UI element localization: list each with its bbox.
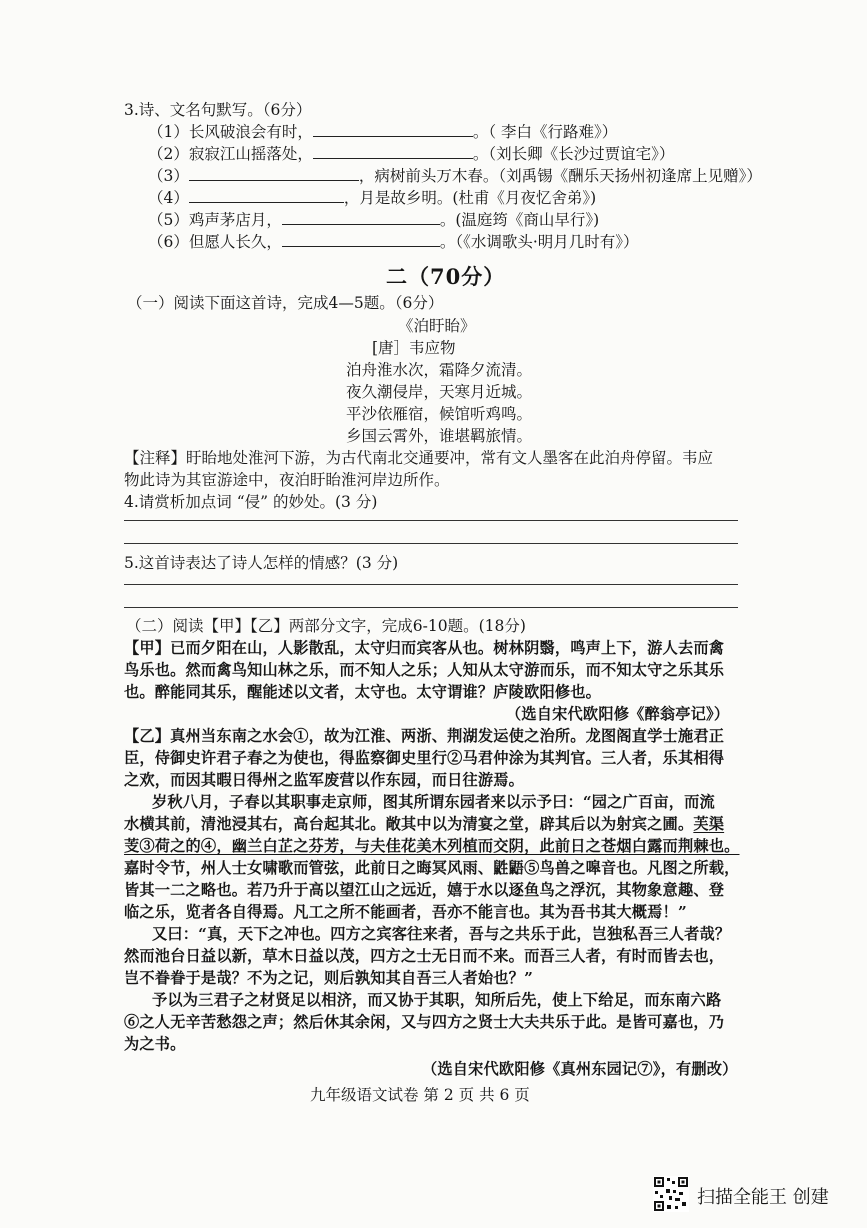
answer-blank[interactable] — [282, 232, 440, 247]
answer-line[interactable] — [124, 607, 738, 608]
section-heading: 二（70分） — [386, 264, 506, 289]
jia-line: 【甲】已而夕阳在山，人影散乱，太守归而宾客从也。树林阴翳，鸣声上下，游人去而禽 — [124, 639, 725, 657]
yi-line: 之欢，而因其暇日得州之监军废营以作东园，而日往游焉。 — [124, 771, 525, 789]
poem-title: 《泊盱眙》 — [398, 317, 476, 335]
poem-line: 乡国云霄外，谁堪羁旅情。 — [346, 427, 533, 445]
poem-line: 夜久潮侵岸，天寒月近城。 — [346, 383, 533, 401]
yi-line: 临之乐，览者各自得焉。凡工之所不能画者，吾亦不能言也。其为吾书其大概焉！” — [124, 903, 687, 921]
part1-instruction: （一）阅读下面这首诗，完成4—5题。（6分） — [127, 294, 444, 312]
q3-title: 3.诗、文名句默写。（6分） — [124, 101, 312, 119]
yi-line: ⑥之人无辛苦愁怨之声；然后休其余闲，又与四方之贤士大夫共乐于此。是皆可嘉也，乃 — [124, 1013, 725, 1031]
q3-item-6: （6）但愿人长久， 。（《水调歌头·明月几时有》） — [148, 233, 639, 251]
answer-line[interactable] — [124, 520, 738, 521]
underlined-sentence: 芰③荷之的④，幽兰白芷之芬芳，与夫佳花美木列植而交阴，此前日之苍烟白露而荆棘也。 — [124, 837, 740, 855]
yi-line: 又曰：“真，天下之冲也。四方之宾客往来者，吾与之共乐于此，岂独私吾三人者哉？ — [152, 925, 731, 943]
jia-source: （选自宋代欧阳修《醉翁亭记》） — [506, 705, 730, 723]
answer-blank[interactable] — [313, 122, 473, 137]
underlined-sentence: 芙渠 — [693, 815, 725, 833]
yi-line: 臣，侍御史许君子春之为使也，得监察御史里行②马君仲涂为其判官。三人者，乐其相得 — [124, 749, 725, 767]
answer-line[interactable] — [124, 543, 738, 544]
q3-item-1: （1）长风破浪会有时， 。（ 李白《行路难》） — [148, 123, 618, 141]
question-4: 4.请赏析加点词 “侵” 的妙处。(3 分) — [124, 493, 378, 511]
yi-line: 然而池台日益以新，草木日益以茂，四方之士无日而不来。而吾三人者，有时而皆去也， — [124, 947, 725, 965]
yi-line: 水横其前，清池浸其右，高台起其北。敞其中以为清宴之堂，辟其后以为射宾之圃。芙渠 — [124, 815, 725, 833]
yi-source: （选自宋代欧阳修《真州东园记⑦》，有删改） — [422, 1060, 738, 1078]
answer-blank[interactable] — [189, 166, 359, 181]
poem-note-line-2: 物此诗为其宦游途中，夜泊盱眙淮河岸边所作。 — [124, 471, 450, 489]
jia-line: 鸟乐也。然而禽鸟知山林之乐，而不知人之乐；人知从太守游而乐，而不知太守之乐其乐 — [124, 661, 725, 679]
poem-note-line-1: 【注释】盱眙地处淮河下游，为古代南北交通要冲，常有文人墨客在此泊舟停留。韦应 — [124, 449, 714, 467]
yi-line: 岂不眷眷于是哉？不为之记，则后孰知其自吾三人者始也？” — [124, 969, 534, 987]
part2-instruction: （二）阅读【甲】【乙】两部分文字，完成6-10题。(18分) — [126, 617, 526, 635]
jia-line: 也。醉能同其乐，醒能述以文者，太守也。太守谓谁？庐陵欧阳修也。 — [124, 683, 602, 701]
yi-line: 皆其一二之略也。若乃升于高以望江山之远近，嬉于水以逐鱼鸟之浮沉，其物象意趣、登 — [124, 881, 725, 899]
yi-line: 岁秋八月，子春以其职事走京师，图其所谓东园者来以示予曰：“园之广百亩，而流 — [152, 793, 715, 811]
page-footer: 九年级语文试卷 第 2 页 共 6 页 — [310, 1086, 530, 1104]
answer-blank[interactable] — [282, 210, 440, 225]
yi-line: 为之书。 — [124, 1035, 186, 1053]
yi-line: 予以为三君子之材贤足以相济，而又协于其职，知所后先，使上下给足，而东南六路 — [152, 991, 722, 1009]
answer-blank[interactable] — [313, 144, 473, 159]
yi-line: 嘉时令节，州人士女啸歌而管弦，此前日之晦冥风雨、鼪鼯⑤鸟兽之嗥音也。凡图之所载， — [124, 859, 740, 877]
q3-item-3: （3） ，病树前头万木春。（刘禹锡《酬乐天扬州初逢席上见赠》） — [148, 167, 762, 185]
q3-item-2: （2）寂寂江山摇落处， 。（刘长卿《长沙过贾谊宅》） — [148, 145, 675, 163]
poem-author: [唐］韦应物 — [372, 339, 456, 357]
q3-item-5: （5）鸡声茅店月， 。(温庭筠《商山早行》) — [148, 211, 600, 229]
poem-line: 平沙依雁宿，候馆听鸡鸣。 — [346, 405, 533, 423]
scanner-watermark: 扫描全能王 创建 — [697, 1187, 829, 1208]
poem-line: 泊舟淮水次，霜降夕流清。 — [346, 361, 533, 379]
yi-line: 【乙】真州当东南之水会①，故为江淮、两浙、荆湖发运使之治所。龙图阁直学士施君正 — [124, 727, 725, 745]
question-5: 5.这首诗表达了诗人怎样的情感？(3 分) — [124, 554, 399, 572]
answer-blank[interactable] — [189, 188, 344, 203]
q3-item-4: （4） ，月是故乡明。(杜甫《月夜忆舍弟》) — [148, 189, 597, 207]
answer-line[interactable] — [124, 584, 738, 585]
qr-code-icon — [653, 1176, 689, 1212]
